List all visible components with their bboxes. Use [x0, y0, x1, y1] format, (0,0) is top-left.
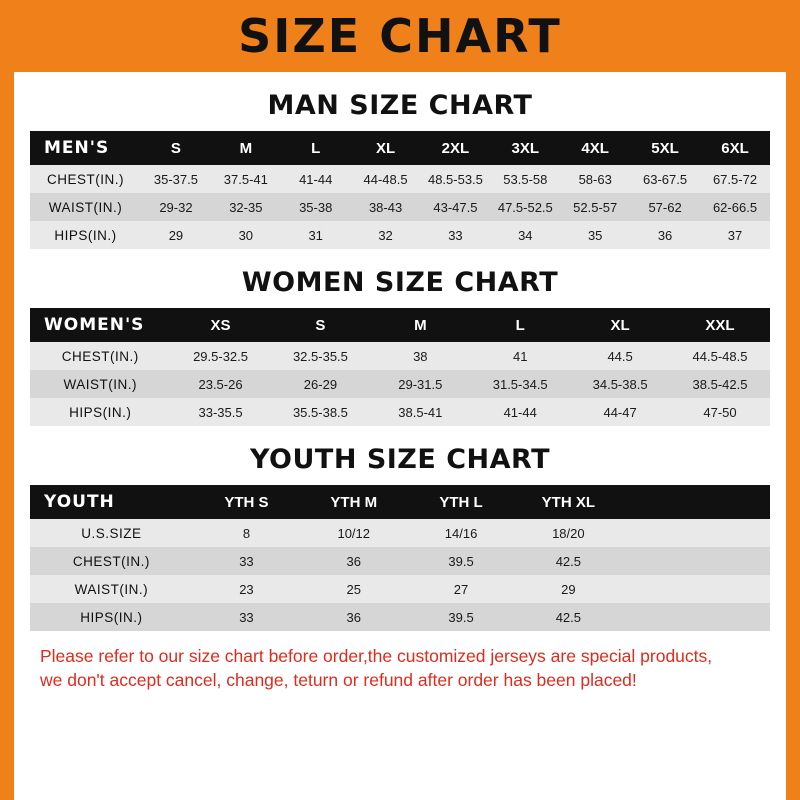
women-hips-l: 41-44 — [470, 398, 570, 426]
men-hips-m: 30 — [211, 221, 281, 249]
youth-waist-xl: 29 — [515, 575, 622, 603]
youth-hips-xl: 42.5 — [515, 603, 622, 631]
men-chest-5xl: 63-67.5 — [630, 165, 700, 193]
women-row-waist-label: WAIST(IN.) — [30, 370, 171, 398]
women-hips-xl: 44-47 — [570, 398, 670, 426]
women-section-title: WOMEN SIZE CHART — [241, 267, 559, 298]
table-row — [30, 370, 770, 398]
men-waist-4xl: 52.5-57 — [560, 193, 630, 221]
youth-ussize-blank — [622, 519, 770, 547]
men-chest-l: 41-44 — [281, 165, 351, 193]
women-waist-xl: 34.5-38.5 — [570, 370, 670, 398]
table-row — [30, 603, 770, 631]
women-waist-xs: 23.5-26 — [171, 370, 271, 398]
page-title: SIZE CHART — [238, 9, 562, 63]
women-row-chest-label: CHEST(IN.) — [30, 342, 171, 370]
women-header-xl: XL — [570, 308, 670, 342]
men-header-s: S — [141, 131, 211, 165]
men-header-label: MEN'S — [30, 131, 141, 165]
women-hips-xs: 33-35.5 — [171, 398, 271, 426]
men-hips-2xl: 33 — [421, 221, 491, 249]
men-hips-l: 31 — [281, 221, 351, 249]
women-header-m: M — [370, 308, 470, 342]
women-header-xs: XS — [171, 308, 271, 342]
table-header-row — [30, 485, 770, 519]
youth-header-m: YTH M — [300, 485, 407, 519]
youth-table-body — [30, 519, 770, 631]
youth-chest-l: 39.5 — [407, 547, 514, 575]
men-chest-m: 37.5-41 — [211, 165, 281, 193]
youth-chest-m: 36 — [300, 547, 407, 575]
men-waist-s: 29-32 — [141, 193, 211, 221]
women-header-s: S — [270, 308, 370, 342]
youth-waist-s: 23 — [193, 575, 300, 603]
men-hips-4xl: 35 — [560, 221, 630, 249]
content — [14, 90, 786, 692]
women-chest-xs: 29.5-32.5 — [171, 342, 271, 370]
youth-ussize-l: 14/16 — [407, 519, 514, 547]
table-header-row — [30, 131, 770, 165]
men-hips-xl: 32 — [351, 221, 421, 249]
table-row — [30, 165, 770, 193]
men-waist-xl: 38-43 — [351, 193, 421, 221]
youth-size-table — [30, 485, 770, 631]
youth-section-title: YOUTH SIZE CHART — [249, 444, 551, 475]
table-row — [30, 342, 770, 370]
youth-row-waist-label: WAIST(IN.) — [30, 575, 193, 603]
youth-ussize-xl: 18/20 — [515, 519, 622, 547]
youth-waist-l: 27 — [407, 575, 514, 603]
youth-ussize-s: 8 — [193, 519, 300, 547]
footnote — [30, 645, 770, 692]
women-chest-l: 41 — [470, 342, 570, 370]
men-header-6xl: 6XL — [700, 131, 770, 165]
youth-header-xl: YTH XL — [515, 485, 622, 519]
women-hips-s: 35.5-38.5 — [270, 398, 370, 426]
youth-header-l: YTH L — [407, 485, 514, 519]
women-header-xxl: XXL — [670, 308, 770, 342]
men-waist-5xl: 57-62 — [630, 193, 700, 221]
youth-chest-blank — [622, 547, 770, 575]
women-chest-xxl: 44.5-48.5 — [670, 342, 770, 370]
youth-hips-s: 33 — [193, 603, 300, 631]
men-chest-6xl: 67.5-72 — [700, 165, 770, 193]
men-row-hips-label: HIPS(IN.) — [30, 221, 141, 249]
women-waist-l: 31.5-34.5 — [470, 370, 570, 398]
women-waist-m: 29-31.5 — [370, 370, 470, 398]
women-hips-xxl: 47-50 — [670, 398, 770, 426]
women-row-hips-label: HIPS(IN.) — [30, 398, 171, 426]
men-header-3xl: 3XL — [490, 131, 560, 165]
men-table-header — [30, 131, 770, 165]
men-waist-6xl: 62-66.5 — [700, 193, 770, 221]
youth-waist-blank — [622, 575, 770, 603]
youth-hips-l: 39.5 — [407, 603, 514, 631]
men-header-xl: XL — [351, 131, 421, 165]
men-chest-s: 35-37.5 — [141, 165, 211, 193]
men-header-4xl: 4XL — [560, 131, 630, 165]
youth-row-ussize-label: U.S.SIZE — [30, 519, 193, 547]
table-row — [30, 547, 770, 575]
women-header-label: WOMEN'S — [30, 308, 171, 342]
table-row — [30, 398, 770, 426]
men-hips-s: 29 — [141, 221, 211, 249]
table-row — [30, 193, 770, 221]
women-table-header — [30, 308, 770, 342]
men-header-5xl: 5XL — [630, 131, 700, 165]
table-row — [30, 221, 770, 249]
footnote-line-1: Please refer to our size chart before order,the customized jerseys are special products, — [40, 646, 713, 666]
men-chest-3xl: 53.5-58 — [490, 165, 560, 193]
youth-table-header — [30, 485, 770, 519]
youth-ussize-m: 10/12 — [300, 519, 407, 547]
women-chest-m: 38 — [370, 342, 470, 370]
table-row — [30, 575, 770, 603]
women-header-l: L — [470, 308, 570, 342]
men-chest-4xl: 58-63 — [560, 165, 630, 193]
youth-hips-blank — [622, 603, 770, 631]
men-row-waist-label: WAIST(IN.) — [30, 193, 141, 221]
youth-hips-m: 36 — [300, 603, 407, 631]
men-header-2xl: 2XL — [421, 131, 491, 165]
men-row-chest-label: CHEST(IN.) — [30, 165, 141, 193]
women-hips-m: 38.5-41 — [370, 398, 470, 426]
men-table-body — [30, 165, 770, 249]
youth-chest-xl: 42.5 — [515, 547, 622, 575]
men-waist-l: 35-38 — [281, 193, 351, 221]
youth-header-label: YOUTH — [30, 485, 193, 519]
youth-row-chest-label: CHEST(IN.) — [30, 547, 193, 575]
men-hips-3xl: 34 — [490, 221, 560, 249]
women-size-table — [30, 308, 770, 426]
men-waist-m: 32-35 — [211, 193, 281, 221]
men-waist-2xl: 43-47.5 — [421, 193, 491, 221]
men-hips-6xl: 37 — [700, 221, 770, 249]
youth-header-blank — [622, 485, 770, 519]
women-chest-s: 32.5-35.5 — [270, 342, 370, 370]
women-table-body — [30, 342, 770, 426]
table-header-row — [30, 308, 770, 342]
men-size-table — [30, 131, 770, 249]
men-waist-3xl: 47.5-52.5 — [490, 193, 560, 221]
women-waist-s: 26-29 — [270, 370, 370, 398]
youth-header-s: YTH S — [193, 485, 300, 519]
youth-waist-m: 25 — [300, 575, 407, 603]
table-row — [30, 519, 770, 547]
men-hips-5xl: 36 — [630, 221, 700, 249]
banner — [0, 0, 800, 72]
men-header-m: M — [211, 131, 281, 165]
footnote-line-2: we don't accept cancel, change, teturn or refund after order has been placed! — [40, 669, 637, 690]
men-chest-xl: 44-48.5 — [351, 165, 421, 193]
youth-chest-s: 33 — [193, 547, 300, 575]
men-header-l: L — [281, 131, 351, 165]
men-chest-2xl: 48.5-53.5 — [421, 165, 491, 193]
youth-row-hips-label: HIPS(IN.) — [30, 603, 193, 631]
men-section-title: MAN SIZE CHART — [267, 90, 533, 121]
women-waist-xxl: 38.5-42.5 — [670, 370, 770, 398]
women-chest-xl: 44.5 — [570, 342, 670, 370]
